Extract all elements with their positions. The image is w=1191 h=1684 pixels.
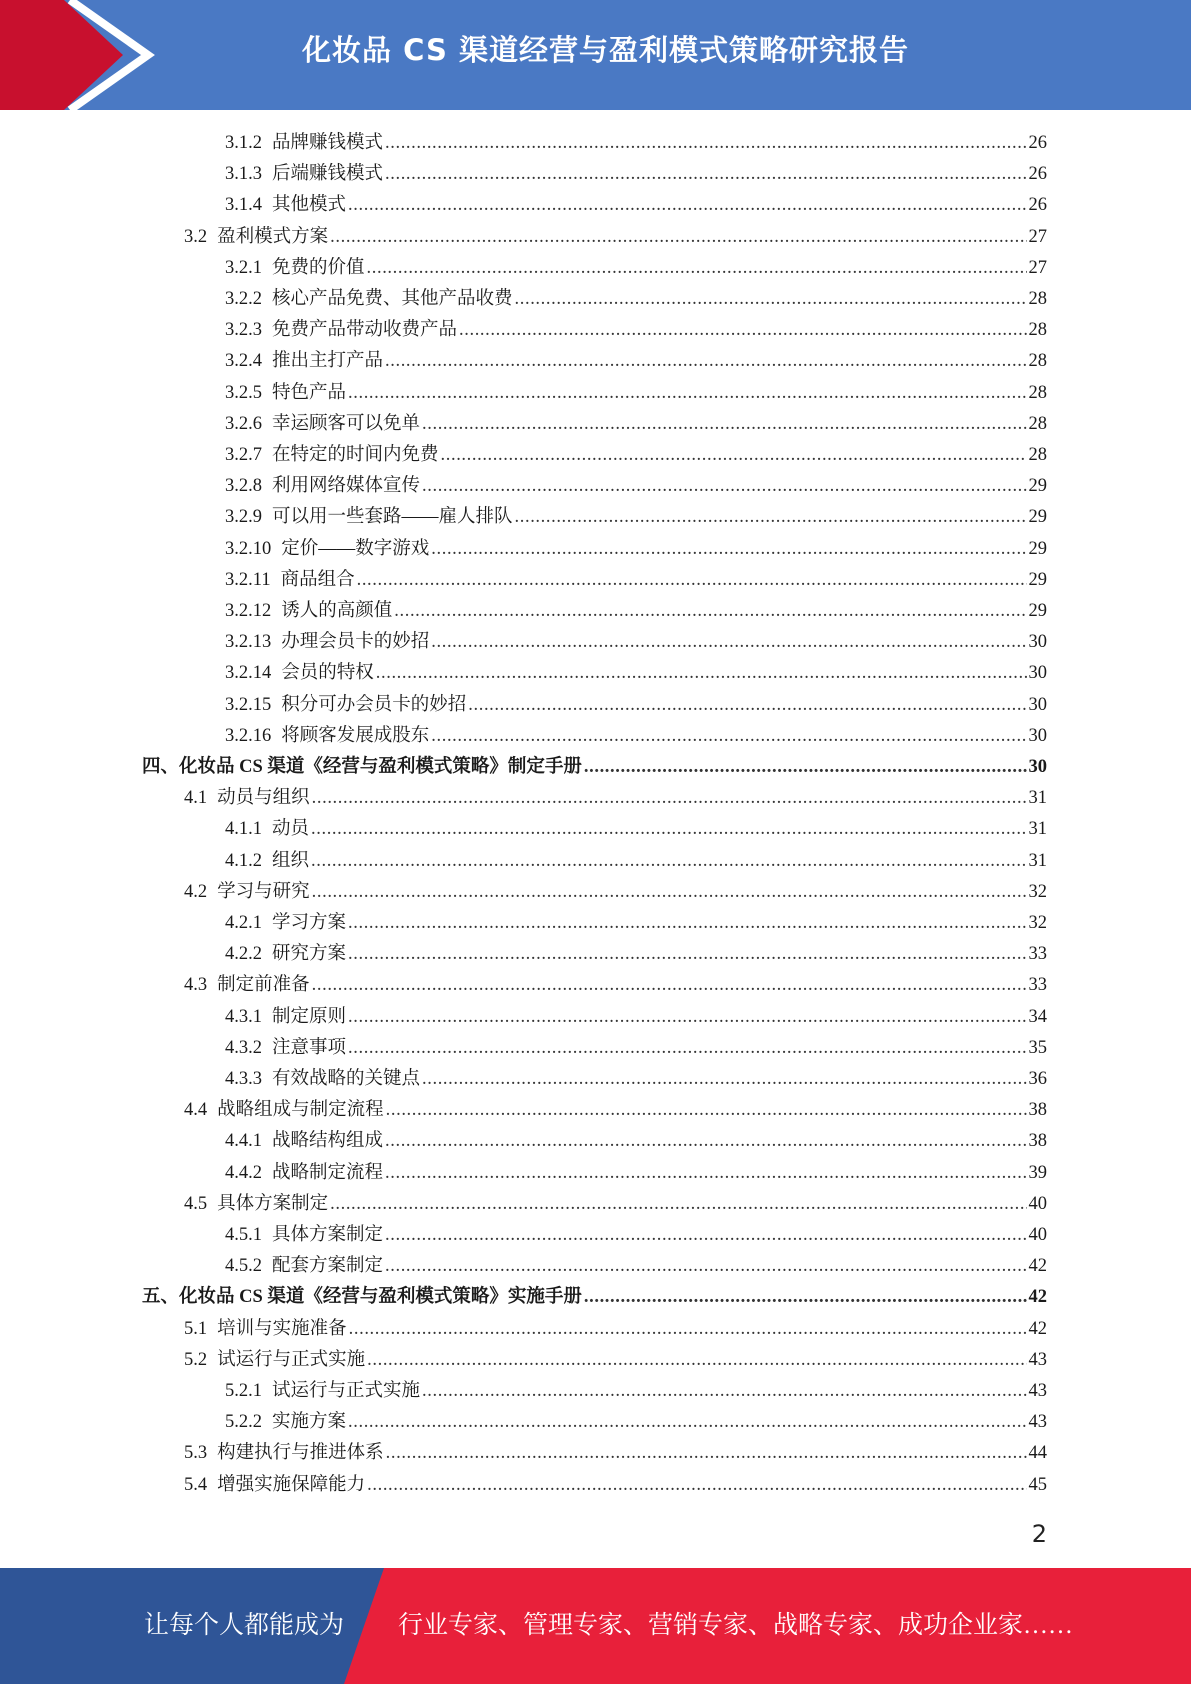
toc-entry-number: 3.2.4	[225, 351, 262, 372]
toc-entry-page: 26	[1028, 164, 1047, 185]
toc-leader-dots	[584, 1282, 1027, 1313]
toc-entry-number: 3.2.15	[225, 694, 272, 715]
toc-entry-number: 3.2.3	[225, 320, 262, 341]
toc-entry-page: 28	[1028, 413, 1047, 434]
toc-entry[interactable]	[225, 471, 1047, 502]
toc-entry[interactable]	[184, 970, 1047, 1001]
toc-entry-number: 4.5.2	[225, 1256, 262, 1277]
toc-entry-title: 将顾客发展成股东	[281, 725, 430, 746]
toc-leader-dots	[422, 1064, 1026, 1095]
toc-entry[interactable]	[225, 409, 1047, 440]
toc-entry-number: 3.2.9	[225, 507, 262, 528]
toc-entry-page: 38	[1028, 1100, 1047, 1121]
toc-entry-title: 商品组合	[280, 569, 355, 590]
toc-entry-number: 4.4.2	[225, 1162, 262, 1183]
toc-entry-page: 28	[1028, 289, 1047, 309]
toc-entry[interactable]	[225, 1002, 1047, 1033]
toc-entry-number: 4.4	[184, 1100, 208, 1121]
page-footer	[0, 1568, 1191, 1684]
toc-entry-page: 33	[1028, 975, 1047, 996]
toc-entry-number: 4.1.2	[225, 850, 262, 871]
toc-entry[interactable]	[184, 1189, 1047, 1220]
toc-entry[interactable]	[225, 1376, 1047, 1407]
toc-entry-page: 42	[1028, 1318, 1047, 1339]
toc-entry[interactable]	[225, 346, 1047, 377]
toc-entry-page: 33	[1028, 944, 1047, 965]
toc-entry-title: 研究方案	[272, 944, 347, 965]
toc-entry-page: 30	[1028, 694, 1047, 715]
toc-entry[interactable]	[225, 627, 1047, 658]
toc-entry-page: 42	[1028, 1287, 1047, 1308]
toc-leader-dots	[367, 253, 1027, 284]
toc-leader-dots	[348, 1033, 1026, 1064]
toc-entry-number: 5.4	[184, 1474, 208, 1495]
toc-entry-title: 构建执行与推进体系	[217, 1443, 384, 1464]
toc-leader-dots	[515, 284, 1027, 315]
toc-entry-title: 积分可办会员卡的妙招	[281, 694, 467, 715]
toc-leader-dots	[385, 346, 1026, 377]
toc-leader-dots	[357, 565, 1027, 596]
toc-entry-number: 4.3.2	[225, 1037, 262, 1058]
toc-entry-page: 27	[1028, 257, 1047, 278]
toc-entry-number: 4.2.2	[225, 944, 262, 965]
toc-entry-page: 42	[1028, 1256, 1047, 1277]
toc-entry-title: 实施方案	[272, 1412, 347, 1433]
toc-entry-title: 学习与研究	[217, 881, 310, 902]
toc-entry-title: 免费的价值	[272, 257, 365, 278]
footer-slogan-right: 行业专家、管理专家、营销专家、战略专家、成功企业家……	[398, 1612, 1074, 1639]
toc-entry-title: 定价——数字游戏	[281, 538, 430, 559]
toc-entry[interactable]	[225, 128, 1047, 159]
toc-leader-dots	[330, 1189, 1026, 1220]
toc-entry-page: 26	[1028, 133, 1047, 153]
toc-entry[interactable]	[225, 1126, 1047, 1157]
toc-entry[interactable]	[184, 783, 1047, 814]
toc-entry-number: 3.2.11	[225, 569, 271, 590]
toc-leader-dots	[385, 1158, 1026, 1189]
toc-leader-dots	[312, 877, 1027, 908]
toc-entry-title: 办理会员卡的妙招	[281, 632, 430, 653]
toc-entry-title: 配套方案制定	[272, 1256, 384, 1277]
toc-leader-dots	[431, 627, 1026, 658]
toc-entry-page: 27	[1028, 226, 1047, 247]
toc-entry[interactable]	[225, 159, 1047, 190]
toc-entry-number: 4.1	[184, 788, 208, 809]
toc-entry[interactable]	[184, 877, 1047, 908]
toc-entry-number: 4.3.3	[225, 1069, 262, 1089]
toc-entry-number: 4.1.1	[225, 819, 262, 840]
toc-entry[interactable]	[225, 1407, 1047, 1438]
toc-entry-title: 四、化妆品 CS 渠道《经营与盈利模式策略》制定手册	[142, 757, 582, 777]
toc-entry-title: 推出主打产品	[272, 351, 384, 372]
toc-entry-page: 43	[1028, 1349, 1047, 1370]
toc-entry-title: 增强实施保障能力	[217, 1474, 366, 1495]
toc-leader-dots	[422, 471, 1026, 502]
toc-entry[interactable]	[225, 658, 1047, 689]
toc-leader-dots	[385, 1126, 1026, 1157]
toc-entry-number: 4.2	[184, 881, 208, 902]
footer-slogan-left: 让每个人都能成为	[144, 1612, 345, 1639]
toc-leader-dots	[441, 440, 1027, 471]
toc-entry-page: 31	[1028, 850, 1047, 871]
toc-entry-title: 试运行与正式实施	[272, 1381, 421, 1401]
toc-entry[interactable]	[184, 222, 1047, 253]
toc-entry-page: 29	[1028, 507, 1047, 528]
toc-entry-number: 3.1.2	[225, 133, 262, 153]
toc-entry-title: 制定原则	[272, 1006, 347, 1027]
toc-leader-dots	[385, 1220, 1026, 1251]
toc-leader-dots	[348, 939, 1026, 970]
toc-entry-title: 免费产品带动收费产品	[272, 320, 458, 341]
toc-entry-page: 29	[1028, 538, 1047, 559]
toc-entry-title: 战略组成与制定流程	[217, 1100, 384, 1121]
toc-entry-page: 40	[1028, 1225, 1047, 1245]
toc-entry-title: 特色产品	[272, 382, 347, 403]
toc-leader-dots	[376, 658, 1027, 689]
toc-entry-page: 32	[1028, 913, 1047, 933]
toc-entry-number: 5.1	[184, 1318, 208, 1339]
toc-leader-dots	[311, 814, 1026, 845]
toc-entry[interactable]	[225, 1158, 1047, 1189]
toc-entry-title: 后端赚钱模式	[272, 164, 384, 185]
toc-entry-page: 40	[1028, 1193, 1047, 1214]
toc-leader-dots	[348, 1002, 1026, 1033]
toc-entry-page: 36	[1028, 1069, 1047, 1089]
page-number: 2	[1031, 1520, 1047, 1548]
toc-entry-title: 动员	[272, 819, 310, 840]
toc-entry-page: 29	[1028, 476, 1047, 497]
toc-entry-number: 3.2.2	[225, 289, 262, 309]
toc-entry[interactable]	[225, 190, 1047, 221]
page-header	[0, 0, 1191, 110]
toc-entry-page: 34	[1028, 1006, 1047, 1027]
toc-entry-number: 3.2.6	[225, 413, 262, 434]
toc-leader-dots	[311, 846, 1026, 877]
toc-entry-number: 4.3	[184, 975, 208, 996]
toc-leader-dots	[367, 1470, 1026, 1501]
toc-entry-title: 具体方案制定	[217, 1193, 329, 1214]
toc-leader-dots	[394, 596, 1026, 627]
toc-entry-title: 培训与实施准备	[217, 1318, 347, 1339]
toc-entry[interactable]	[225, 721, 1047, 752]
toc-entry-title: 品牌赚钱模式	[272, 133, 384, 153]
toc-leader-dots	[431, 721, 1026, 752]
toc-entry-number: 5.3	[184, 1443, 208, 1464]
toc-entry-title: 会员的特权	[281, 663, 374, 684]
toc-entry-page: 38	[1028, 1131, 1047, 1152]
toc-entry[interactable]	[225, 846, 1047, 877]
toc-entry[interactable]	[184, 1345, 1047, 1376]
toc-entry[interactable]	[142, 752, 1047, 783]
toc-entry-page: 35	[1028, 1037, 1047, 1058]
toc-entry-title: 组织	[272, 850, 310, 871]
toc-leader-dots	[348, 190, 1026, 221]
toc-entry-page: 43	[1028, 1381, 1047, 1401]
toc-leader-dots	[431, 534, 1026, 565]
toc-entry[interactable]	[225, 690, 1047, 721]
toc-entry-page: 28	[1028, 382, 1047, 403]
toc-entry-number: 3.2.14	[225, 663, 272, 684]
toc-entry-number: 3.2.12	[225, 601, 272, 621]
toc-leader-dots	[422, 409, 1026, 440]
toc-entry-title: 其他模式	[272, 195, 347, 216]
toc-entry-page: 28	[1028, 445, 1047, 465]
toc-entry-page: 28	[1028, 320, 1047, 341]
toc-leader-dots	[367, 1345, 1026, 1376]
toc-entry-number: 4.4.1	[225, 1131, 262, 1152]
toc-entry-title: 战略结构组成	[272, 1131, 384, 1152]
toc-leader-dots	[386, 1438, 1027, 1469]
toc-entry-page: 31	[1028, 788, 1047, 809]
toc-entry-page: 30	[1028, 663, 1047, 684]
toc-entry[interactable]	[225, 814, 1047, 845]
toc-entry-page: 29	[1028, 601, 1047, 621]
toc-entry-title: 战略制定流程	[272, 1162, 384, 1183]
toc-entry-page: 30	[1028, 757, 1047, 777]
toc-entry[interactable]	[184, 1438, 1047, 1469]
toc-entry-title: 在特定的时间内免费	[272, 445, 439, 465]
toc-entry[interactable]	[225, 502, 1047, 533]
toc-entry-page: 29	[1028, 569, 1047, 590]
toc-entry-title: 幸运顾客可以免单	[272, 413, 421, 434]
toc-leader-dots	[312, 970, 1027, 1001]
toc-entry-page: 28	[1028, 351, 1047, 372]
toc-leader-dots	[386, 1095, 1027, 1126]
toc-entry-page: 30	[1028, 725, 1047, 746]
toc-entry[interactable]	[184, 1470, 1047, 1501]
toc-entry[interactable]	[225, 939, 1047, 970]
toc-leader-dots	[385, 159, 1026, 190]
toc-entry-page: 39	[1028, 1162, 1047, 1183]
toc-entry-number: 4.3.1	[225, 1006, 262, 1027]
toc-entry-page: 44	[1028, 1443, 1047, 1464]
toc-entry-title: 制定前准备	[217, 975, 310, 996]
toc-entry[interactable]	[225, 1064, 1047, 1095]
toc-entry-number: 3.2.16	[225, 725, 272, 746]
report-title: 化妆品 CS 渠道经营与盈利模式策略研究报告	[302, 33, 909, 67]
toc-entry-title: 试运行与正式实施	[217, 1349, 366, 1370]
toc-leader-dots	[348, 378, 1026, 409]
toc-leader-dots	[312, 783, 1027, 814]
toc-entry[interactable]	[225, 908, 1047, 939]
toc-leader-dots	[348, 1407, 1026, 1438]
toc-entry-number: 3.2.5	[225, 382, 262, 403]
toc-entry-number: 4.5.1	[225, 1225, 262, 1245]
toc-entry[interactable]	[225, 1220, 1047, 1251]
toc-entry-title: 核心产品免费、其他产品收费	[272, 289, 513, 309]
toc-entry-page: 43	[1028, 1412, 1047, 1433]
toc-entry-number: 3.2.10	[225, 538, 272, 559]
toc-entry-title: 诱人的高颜值	[281, 601, 393, 621]
toc-entry-number: 3.2.1	[225, 257, 262, 278]
toc-entry[interactable]	[225, 440, 1047, 471]
toc-entry[interactable]	[225, 284, 1047, 315]
toc-entry-page: 45	[1028, 1474, 1047, 1495]
toc-entry-number: 3.2.8	[225, 476, 262, 497]
toc-leader-dots	[584, 752, 1027, 783]
toc-leader-dots	[385, 128, 1026, 159]
toc-entry-title: 学习方案	[272, 913, 347, 933]
toc-entry-number: 3.2.13	[225, 632, 272, 653]
toc-entry-number: 4.5	[184, 1193, 208, 1214]
toc-leader-dots	[385, 1251, 1026, 1282]
toc-entry-title: 注意事项	[272, 1037, 347, 1058]
toc-leader-dots	[348, 908, 1026, 939]
toc-entry-page: 31	[1028, 819, 1047, 840]
toc-leader-dots	[330, 222, 1026, 253]
toc-entry[interactable]	[184, 1314, 1047, 1345]
toc-entry[interactable]	[225, 315, 1047, 346]
toc-entry[interactable]	[225, 1251, 1047, 1282]
toc-leader-dots	[515, 502, 1027, 533]
toc-entry-number: 4.2.1	[225, 913, 262, 933]
toc-entry[interactable]	[225, 1033, 1047, 1064]
toc-entry-title: 动员与组织	[217, 788, 310, 809]
toc-leader-dots	[349, 1314, 1027, 1345]
toc-entry-number: 5.2.1	[225, 1381, 262, 1401]
toc-entry[interactable]	[225, 378, 1047, 409]
toc-entry-title: 具体方案制定	[272, 1225, 384, 1245]
toc-entry-page: 30	[1028, 632, 1047, 653]
toc-leader-dots	[459, 315, 1026, 346]
toc-entry-number: 3.1.3	[225, 164, 262, 185]
toc-entry[interactable]	[225, 253, 1047, 284]
toc-entry-page: 32	[1028, 881, 1047, 902]
toc-entry-title: 利用网络媒体宣传	[272, 476, 421, 497]
toc-entry[interactable]	[184, 1095, 1047, 1126]
toc-entry[interactable]	[225, 565, 1047, 596]
toc-entry-title: 可以用一些套路——雇人排队	[272, 507, 513, 528]
toc-entry-number: 5.2	[184, 1349, 208, 1370]
toc-leader-dots	[422, 1376, 1026, 1407]
toc-entry[interactable]	[225, 534, 1047, 565]
toc-entry-number: 3.2	[184, 226, 208, 247]
toc-entry-title: 五、化妆品 CS 渠道《经营与盈利模式策略》实施手册	[142, 1287, 582, 1308]
toc-entry-title: 盈利模式方案	[217, 226, 329, 247]
toc-entry[interactable]	[225, 596, 1047, 627]
toc-leader-dots	[468, 690, 1026, 721]
toc-entry-number: 3.1.4	[225, 195, 262, 216]
toc-entry-title: 有效战略的关键点	[272, 1069, 421, 1089]
toc-entry-number: 3.2.7	[225, 445, 262, 465]
toc-entry[interactable]	[142, 1282, 1047, 1313]
toc-entry-number: 5.2.2	[225, 1412, 262, 1433]
toc-entry-page: 26	[1028, 195, 1047, 216]
